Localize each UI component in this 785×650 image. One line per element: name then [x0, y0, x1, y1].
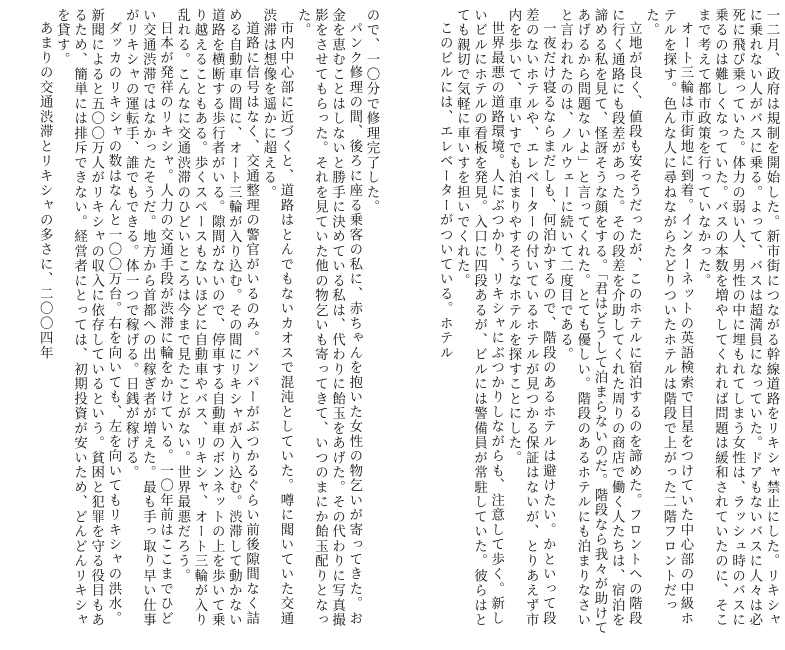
right-text-column	[405, 8, 780, 638]
paragraph: 一二月、政府は規制を開始した。新市街につながる幹線道路をリキシャ禁止にした。リキシャに乗れない人がバスに乗る。よって、バスは超満員になっていた。ドアもないバスに人々は必死に飛び乗っていた。体力の弱い人、男性の中に埋もれてしまう女性は、ラッシュ時のバスに乗るのは難しくなっていた。バスの本数を増やしてくれれば問題は緩和されていたのに、そこまで考えて都市政策を行っていなかった。	[695, 8, 779, 628]
paragraph: このビルには、エレベーターがついている。ホテル	[437, 21, 453, 361]
paragraph: 道路に信号はなく、交通整理の警官がいるのみ。バンパーがぶつかるぐらい前後隙間なく詰める自動車の間に、オート三輪が入り込む。その間にリキシャが入り込む。渋滞して動かない道路を横断する歩行者がいる。隙間がないので、停車する自動車のボンネットの上を歩いて乗り越えることもある。歩くスペースもないほどに自動車やバス、リキシャ、オート三輪が入り乱れる。こんなに交通渋滞のひどいところは今まで見たことがない。世界最悪だろう。	[174, 8, 259, 628]
paragraph: ダッカのリキシャの数はなんと一〇〇万台。右を向いても、左を向いてもリキシャの洪水。新聞によると五〇〇万人がリキシャの収入に依存しているという。貧困と犯罪を守る役目もあるため、簡単には排斥できない。経営者にとっては、初期投資が安いため、どんどんリキシャを貸す。	[54, 8, 121, 628]
paragraph: オート三輪は市街地に到着。インターネットの英語検索で目星をつけていた中心部の中級ホテルを探す。色んな人に尋ねながらたどりついたホテルは階段で上がった二階フロントだった。	[643, 8, 693, 627]
paragraph: 一夜だけ寝るならまだしも、何泊かするので、階段のあるホテルは避けたい。かといって段差のないホテルや、エレベーターの付いているホテルが見つかる保証はないが、とりあえず市内を歩いて、車いすでも泊まりやすそうなホテルを探すことにした。	[505, 8, 556, 628]
left-text-column	[8, 8, 380, 638]
paragraph: あまりの交通渋滞とリキシャの多さに、二〇〇四年	[37, 21, 53, 361]
paragraph: 立地が良く、値段も安そうだったが、このホテルに宿泊するのを諦めた。フロントへの階段に行く通路にも段差があった。その段差を介助してくれた周りの商店で働く人たちは、宿泊を諦める私を見て、怪訝そうな顔をする。「君はどうして泊まらないのだ。階段なら我々が助けてあげるから問題ないよ」と言ってくれた。とても優しい。階段のあるホテルにも泊まりなさいと言われたのは、ノルウェーに続いて二度目である。	[557, 8, 642, 636]
paragraph: 市内中心部に近づくと、道路はとんでもないカオスで混沌としていた。噂に聞いていた交通渋滞は想像を遥かに超える。	[260, 8, 293, 627]
paragraph: 日本が発祥のリキシャ。人力の交通手段が渋滞に輪をかけている。一〇年前はここまでひどい交通渋滞ではなかったそうだ。地方から首都への出稼ぎ者が増えた。最も手っ取り早い仕事がリキシャの運転手、誰でもできる。体一つで稼げる。日銭が稼げる。	[123, 8, 173, 628]
paragraph: ので、一〇分で修理完了した。	[364, 8, 379, 215]
paragraph: パンク修理の間、後ろに座る乗客の私に、赤ちゃんを抱いた女性の物乞いが寄ってきた。お金を恵むことはしないと勝手に決めている私は、代わりに飴玉をあげた。その代わりに写真撮影をさせてもらった。それを見ていた他の物乞いも寄ってきて、いつのまにか飴玉配りとなった。	[295, 8, 362, 628]
paragraph: 世界最悪の道路環境。人にぶつかり、リキシャにぶつかりしながらも、注意して歩く。新しいビルにホテルの看板を発見。入口に四段あるが、ビルには警備員が常駐していた。彼らはとても親切で気軽に車いすを担いでくれた。	[454, 8, 504, 628]
